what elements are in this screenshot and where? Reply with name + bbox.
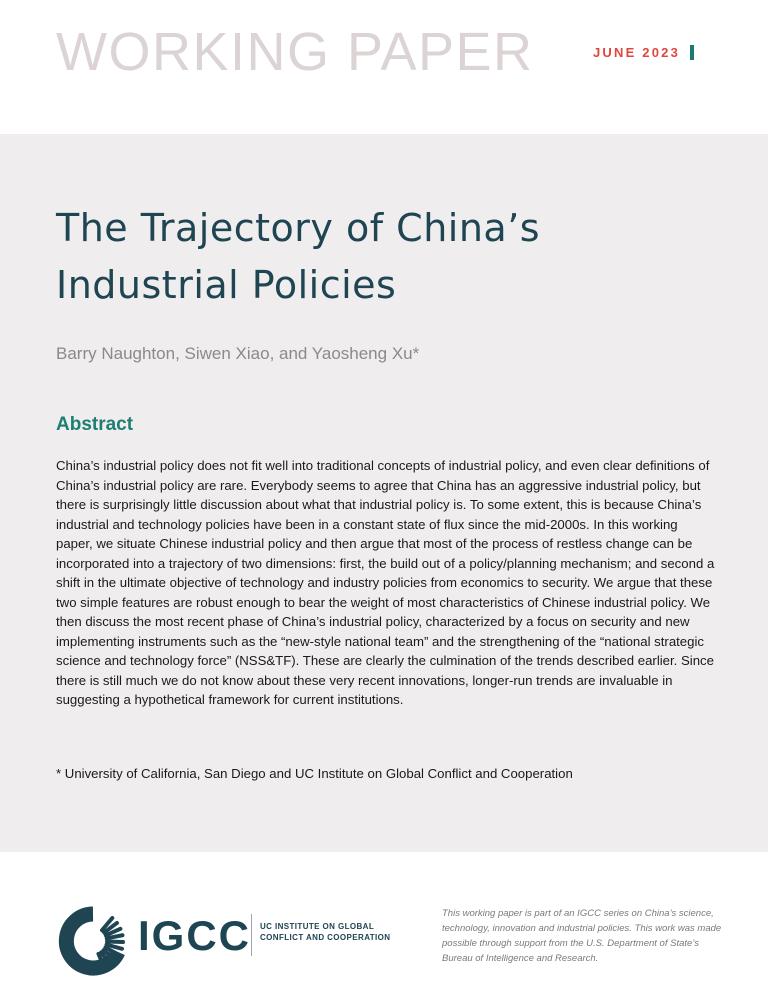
logo-subtitle-line: UC INSTITUTE ON GLOBAL: [260, 922, 375, 931]
affiliation-note: * University of California, San Diego and UC Institute on Global Conflict and Cooperation: [56, 766, 573, 781]
paper-title: The Trajectory of China’s Industrial Policies: [56, 206, 541, 307]
abstract-heading: Abstract: [56, 414, 134, 435]
igcc-logo-icon: [56, 904, 130, 983]
date-block: [593, 45, 694, 60]
logo-wordmark: IGCC: [138, 912, 251, 959]
date-accent-bar: [690, 45, 694, 60]
author-line: Barry Naughton, Siwen Xiao, and Yaosheng Xu*: [56, 344, 420, 363]
logo-divider: [251, 914, 252, 956]
publication-date: JUNE 2023: [592, 45, 680, 60]
series-note: This working paper is part of an IGCC series on China’s science, technology, innovation and industrial policies. This work was made possible through support from the U.S. Department of State’s Bureau of Intelligence and Research.: [442, 908, 722, 964]
working-paper-label: WORKING PAPER: [56, 22, 534, 82]
logo-subtitle: [260, 921, 400, 943]
logo-ray: [107, 941, 123, 942]
abstract-text: China’s industrial policy does not fit well into traditional concepts of industrial policy, and even clear definitions of China’s industrial policy are rare. Everybody seems to agree that China has an aggressive industrial policy, but there is surprisingly little discussion about what that industrial policy is. To some extent, this is because China’s industrial and technology policies have been in a constant state of flux since the mid-2000s. In this working paper, we situate Chinese industrial policy and then argue that most of the process of restless change can be incorporated into a trajectory of two dimensions: first, the build out of a policy/planning mechanism; and second a shift in the ultimate objective of technology and industry policies from economics to security. We argue that these two simple features are robust enough to bear the weight of most characteristics of Chinese industrial policy. We then discuss the most recent phase of China’s industrial policy, characterized by a focus on security and new implementing instruments such as the “new-style national team” and the strengthening of the “national strategic science and technology force” (NSS&TF). These are clearly the culmination of the trends described earlier. Since there is still much we do not know about these very recent innovations, longer-run trends are invaluable in suggesting a hypothetical framework for current institutions.: [56, 458, 715, 707]
logo-subtitle-line: CONFLICT AND COOPERATION: [260, 933, 391, 942]
